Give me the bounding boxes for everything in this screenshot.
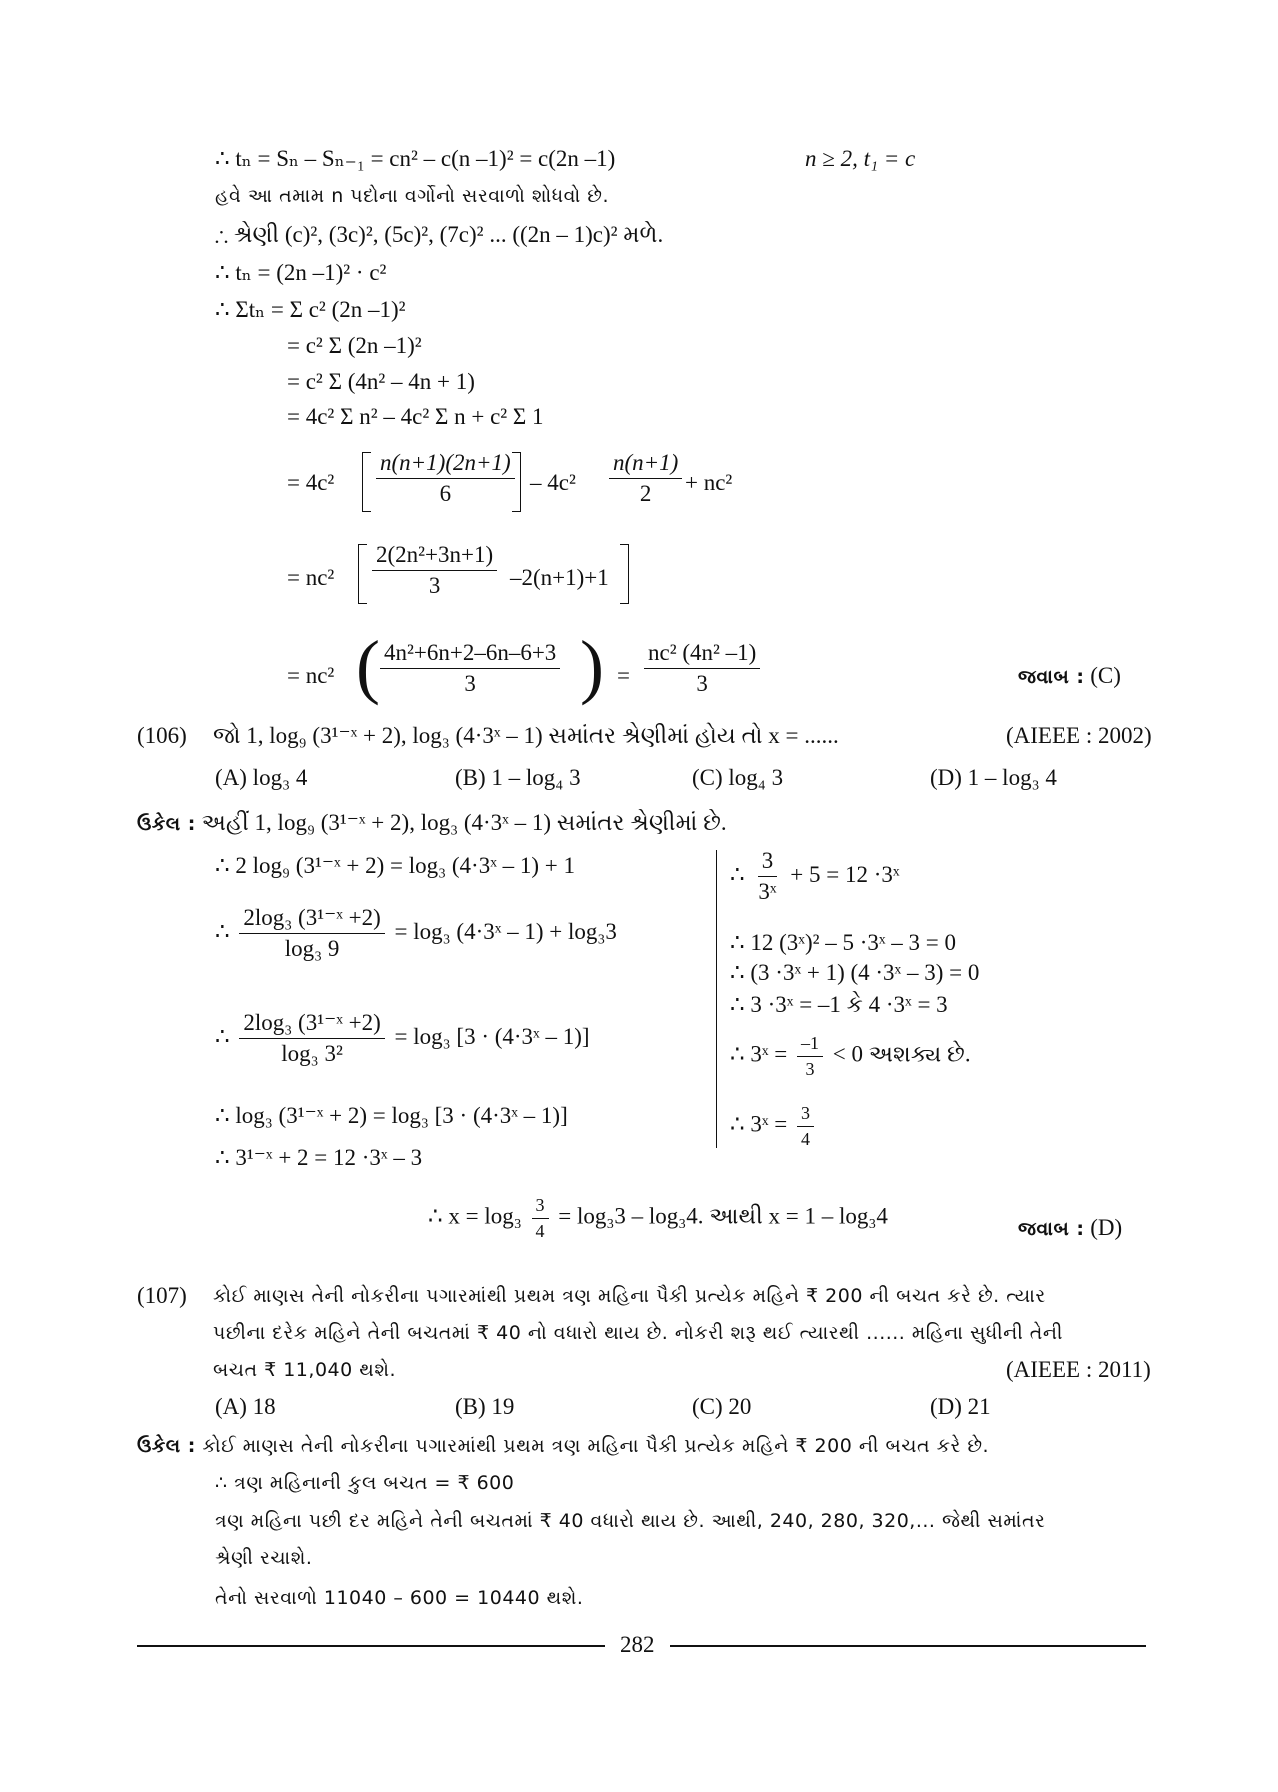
option-a: (A) 18: [215, 1394, 276, 1419]
sol-106-line-1: ∴ 2 log₉ (3¹⁻ˣ + 2) = log₃ (4·3ˣ – 1) + 1: [215, 853, 575, 878]
sum-step-7-equals: =: [617, 663, 630, 688]
sum-step-4: = 4c² Σ n² – 4c² Σ n + c² Σ 1: [287, 404, 544, 429]
sum-step-6-fraction: $\frac{\text{2(2n²+3n+1)}}{3}$: [368, 542, 501, 600]
sol-106-line-3: ∴ $\frac{\text{2log₃ (3¹⁻ˣ +2)}}{\text{log₃ 3²}}$ = log₃ [3 · (4·3ˣ – 1)]: [215, 1010, 590, 1067]
sum-step-5-lhs: = 4c²: [287, 470, 335, 495]
question-107-line-1: કોઈ માણસ તેની નોકરીના પગારમાંથી પ્રથમ ત્રણ મહિના પૈકી પ્રત્યેક મહિને ₹ 200 ની બચત કરે છે. ત્યાર: [213, 1285, 1046, 1307]
question-107-line-2: પછીના દરેક મહિને તેની બચતમાં ₹ 40 નો વધારો થાય છે. નોકરી શરૂ થઈ ત્યારથી ...... મહિના સુધીની તેની: [213, 1322, 1063, 1344]
sol-107-line-2: ત્રણ મહિના પછી દર મહિને તેની બચતમાં ₹ 40 વધારો થાય છે. આથી, 240, 280, 320,... જેથી સમાંતર: [215, 1510, 1046, 1532]
option-d: (D) 1 – log₃ 4: [930, 765, 1057, 790]
sum-step-7-fraction-1: $\frac{\text{4n²+6n+2–6n–6+3}}{3}$: [376, 640, 564, 698]
option-a: (A) log₃ 4: [215, 765, 308, 790]
sol-106-right-5: ∴ 3ˣ = $\frac{-1}{3}$ < 0 અશક્ય છે.: [730, 1033, 971, 1079]
left-bracket: [358, 544, 367, 604]
left-bracket: [362, 452, 371, 512]
sum-step-2: = c² Σ (2n –1)²: [287, 333, 422, 358]
footer-rule-left: [137, 1645, 605, 1647]
option-b: (B) 19: [455, 1394, 515, 1419]
left-paren: (: [356, 626, 380, 706]
solution-106-intro: ઉકેલ : અહીં 1, log₉ (3¹⁻ˣ + 2), log₃ (4·3ˣ – 1) સમાંતર શ્રેણીમાં છે.: [137, 810, 727, 835]
answer-c: જવાબ : (C): [1018, 663, 1121, 688]
sum-step-5-tail: + nc²: [685, 470, 733, 495]
option-c: (C) 20: [692, 1394, 752, 1419]
sum-step-7-fraction-2: $\frac{\text{nc² (4n² –1)}}{3}$: [640, 640, 764, 698]
sol-106-right-6: ∴ 3ˣ = $\frac{3}{4}$: [730, 1103, 818, 1149]
sum-step-7-lhs: = nc²: [287, 663, 335, 688]
option-b: (B) 1 – log₄ 3: [455, 765, 581, 790]
sum-step-5-fraction-1: $\frac{n(n+1)(2n+1)}{6}$: [372, 450, 519, 508]
sol-106-line-2: ∴ $\frac{\text{2log₃ (3¹⁻ˣ +2)}}{\text{log₃ 9}}$ = log₃ (4·3ˣ – 1) + log₃3: [215, 905, 617, 962]
option-c: (C) log₄ 3: [692, 765, 784, 790]
sol-106-line-4: ∴ log₃ (3¹⁻ˣ + 2) = log₃ [3 · (4·3ˣ – 1)]: [215, 1103, 568, 1128]
page-number: 282: [620, 1632, 655, 1657]
question-number-107: (107): [137, 1283, 187, 1308]
tn-condition: n ≥ 2, t₁ = c: [805, 146, 916, 171]
sol-107-line-4: તેનો સરવાળો 11040 – 600 = 10440 થશે.: [215, 1587, 584, 1609]
right-bracket: [512, 452, 521, 512]
sum-step-3: = c² Σ (4n² – 4n + 1): [287, 369, 475, 394]
sol-106-right-2: ∴ 12 (3ˣ)² – 5 ·3ˣ – 3 = 0: [730, 930, 957, 955]
right-bracket: [620, 544, 629, 604]
question-107-source: (AIEEE : 2011): [1006, 1357, 1151, 1382]
sum-step-5-fraction-2: $\frac{n(n+1)}{2}$: [605, 450, 686, 508]
right-paren: ): [580, 626, 604, 706]
footer-rule-right: [670, 1645, 1146, 1647]
question-106-source: (AIEEE : 2002): [1006, 723, 1152, 748]
question-106-text: જો 1, log₉ (3¹⁻ˣ + 2), log₃ (4·3ˣ – 1) સમાંતર શ્રેણીમાં હોય તો x = ......: [213, 723, 839, 748]
sol-106-right-1: ∴ $\frac{3}{\text{3ˣ}}$ + 5 = 12 ·3ˣ: [730, 848, 900, 905]
sol-106-final: ∴ x = log₃ $\frac{3}{4}$ = log₃3 – log₃4. આથી x = 1 – log₃4: [428, 1195, 888, 1241]
question-number-106: (106): [137, 723, 187, 748]
sol-107-line-3: શ્રેણી રચાશે.: [215, 1547, 313, 1569]
sum-step-1: ∴ Σtₙ = Σ c² (2n –1)²: [215, 297, 406, 322]
tn-squared-line: ∴ tₙ = (2n –1)² · c²: [215, 260, 387, 285]
sol-106-right-4: ∴ 3 ·3ˣ = –1 કે 4 ·3ˣ = 3: [730, 992, 948, 1017]
question-107-line-3: બચત ₹ 11,040 થશે.: [213, 1359, 397, 1381]
sol-107-line-1: ∴ ત્રણ મહિનાની કુલ બચત = ₹ 600: [215, 1472, 515, 1494]
tn-line: ∴ tₙ = Sₙ – Sₙ₋₁ = cn² – c(n –1)² = c(2n –1): [215, 146, 616, 171]
solution-107-intro: ઉકેલ : કોઈ માણસ તેની નોકરીના પગારમાંથી પ્રથમ ત્રણ મહિના પૈકી પ્રત્યેક મહિને ₹ 200 ની બચત કરે છે.: [137, 1435, 990, 1457]
option-d: (D) 21: [930, 1394, 991, 1419]
sol-106-right-3: ∴ (3 ·3ˣ + 1) (4 ·3ˣ – 3) = 0: [730, 960, 980, 985]
sum-step-6-tail: –2(n+1)+1: [510, 565, 609, 590]
sum-step-5-mid: – 4c²: [530, 470, 576, 495]
square-sum-statement: હવે આ તમામ n પદોના વર્ગોનો સરવાળો શોધવો છે.: [215, 185, 610, 207]
sum-step-6-lhs: = nc²: [287, 565, 335, 590]
series-line: ∴ શ્રેણી (c)², (3c)², (5c)², (7c)² ... ((2n – 1)c)² મળે.: [215, 222, 664, 247]
sol-106-line-5: ∴ 3¹⁻ˣ + 2 = 12 ·3ˣ – 3: [215, 1145, 423, 1170]
answer-d: જવાબ : (D): [1018, 1215, 1123, 1240]
column-divider: [716, 850, 717, 1148]
